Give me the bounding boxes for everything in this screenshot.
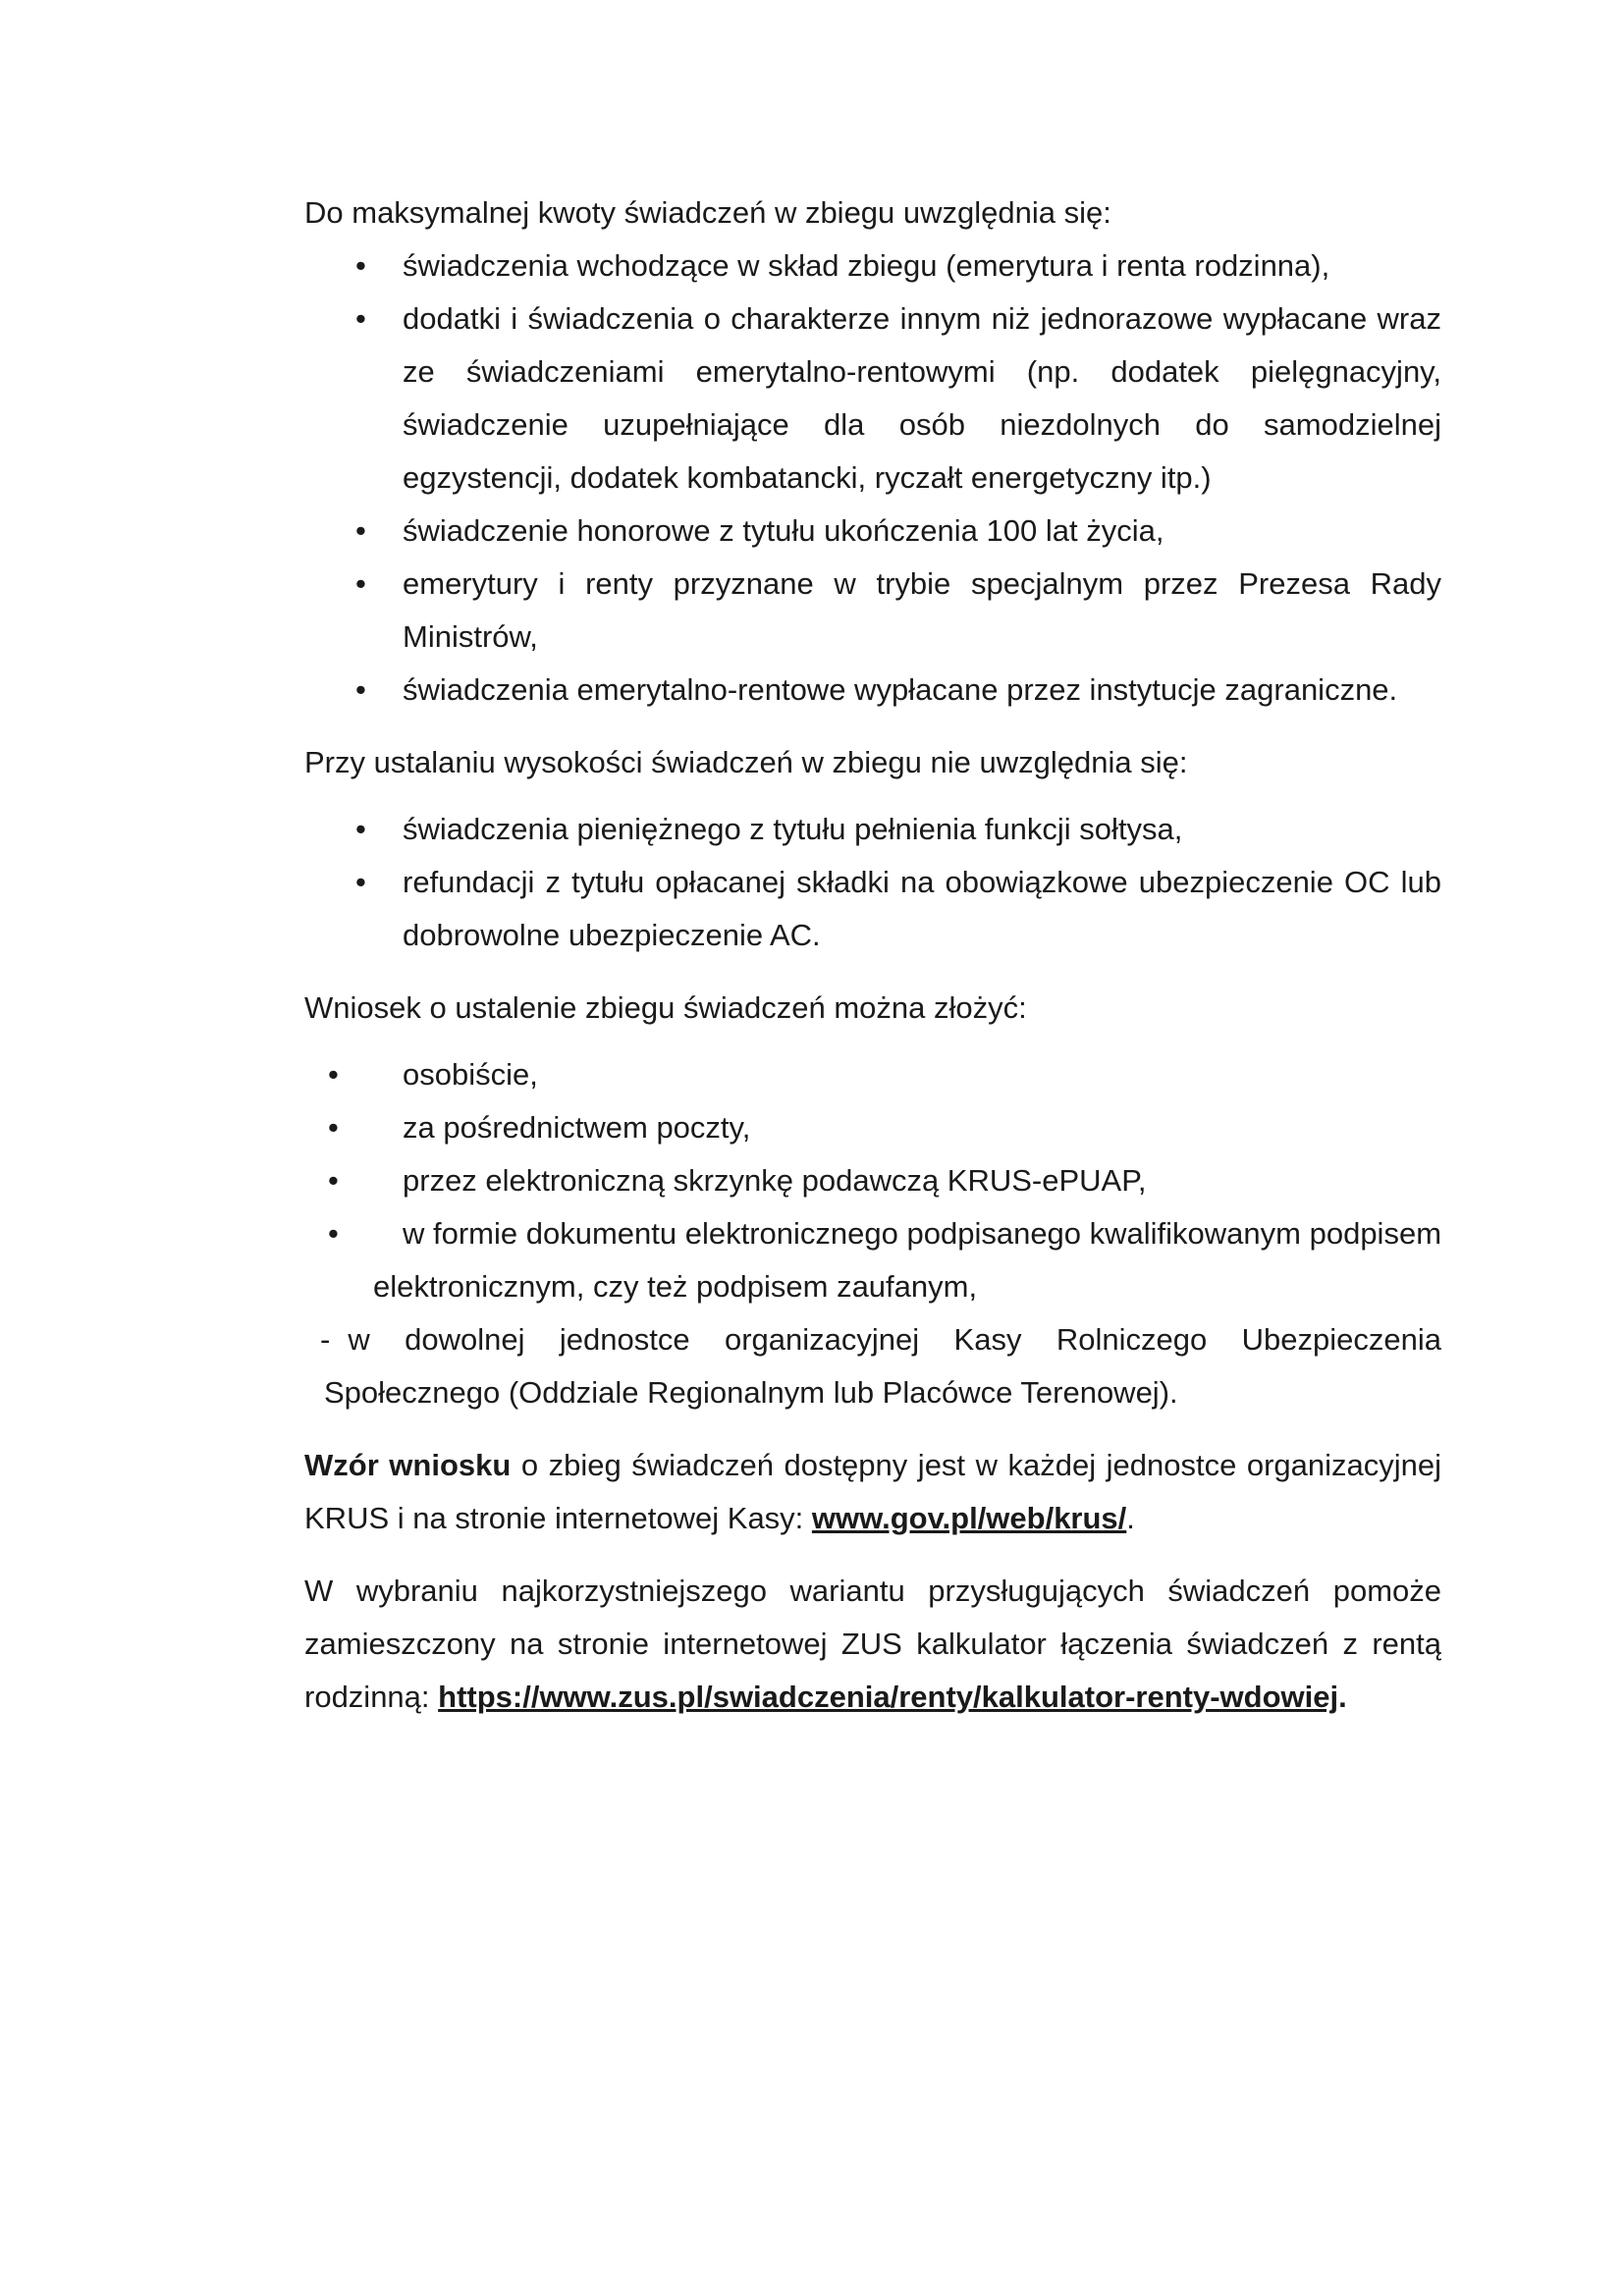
- list-item: • emerytury i renty przyznane w trybie specjalnym przez Prezesa Rady Ministrów,: [304, 558, 1441, 664]
- document-page: [304, 187, 1441, 1724]
- bullet-icon: •: [355, 513, 366, 548]
- intro-included: Do maksymalnej kwoty świadczeń w zbiegu uwzględnia się:: [304, 195, 1111, 230]
- zus-calculator-link[interactable]: https://www.zus.pl/swiadczenia/renty/kalkulator-renty-wdowiej: [438, 1680, 1339, 1714]
- application-methods-list: [304, 1048, 1441, 1313]
- bullet-icon: •: [328, 1110, 339, 1145]
- bullet-icon: •: [355, 865, 366, 899]
- form-availability-paragraph: Wzór wniosku o zbieg świadczeń dostępny jest w każdej jednostce organizacyjnej KRUS i na stronie internetowej Kasy: www.gov.pl/web/krus/.: [304, 1448, 1441, 1535]
- bullet-icon: •: [328, 1216, 339, 1251]
- bullet-icon: •: [328, 1057, 339, 1092]
- bullet-icon: •: [355, 566, 366, 601]
- list-item: • dodatki i świadczenia o charakterze innym niż jednorazowe wypłacane wraz ze świadczeniami emerytalno-rentowymi (np. dodatek pielęgnacyjny, świadczenie uzupełniające dla osób niezdolnych do samodzielnej egzystencji, dodatek kombatancki, ryczałt energetyczny itp.): [304, 293, 1441, 505]
- intro-excluded: Przy ustalaniu wysokości świadczeń w zbiegu nie uwzględnia się:: [304, 745, 1188, 779]
- list-item: • osobiście,: [304, 1048, 1441, 1101]
- bullet-icon: •: [355, 248, 366, 283]
- bullet-icon: •: [355, 301, 366, 336]
- list-item: • w formie dokumentu elektronicznego podpisanego kwalifikowanym podpisem elektronicznym, czy też podpisem zaufanym,: [304, 1207, 1441, 1313]
- list-item: • świadczenia emerytalno-rentowe wypłacane przez instytucje zagraniczne.: [304, 664, 1441, 717]
- list-item: • przez elektroniczną skrzynkę podawczą KRUS-ePUAP,: [304, 1154, 1441, 1207]
- dash-icon: -: [320, 1322, 331, 1357]
- list-item: • refundacji z tytułu opłacanej składki na obowiązkowe ubezpieczenie OC lub dobrowolne ubezpieczenie AC.: [304, 856, 1441, 962]
- krus-website-link[interactable]: www.gov.pl/web/krus/: [811, 1501, 1127, 1535]
- form-label: Wzór wniosku: [304, 1448, 512, 1482]
- bullet-icon: •: [328, 1163, 339, 1198]
- calculator-paragraph: W wybraniu najkorzystniejszego wariantu przysługujących świadczeń pomoże zamieszczony na stronie internetowej ZUS kalkulator łączenia świadczeń z rentą rodzinną: https://www.zus.pl/swiadczenia/renty/kalkulator-renty-wdowiej.: [304, 1574, 1441, 1714]
- intro-application: Wniosek o ustalenie zbiegu świadczeń można złożyć:: [304, 990, 1027, 1025]
- dash-item: - w dowolnej jednostce organizacyjnej Kasy Rolniczego Ubezpieczenia Społecznego (Oddziale Regionalnym lub Placówce Terenowej).: [320, 1322, 1441, 1410]
- list-item: • za pośrednictwem poczty,: [304, 1101, 1441, 1154]
- included-benefits-list: [304, 240, 1441, 717]
- list-item: • świadczenie honorowe z tytułu ukończenia 100 lat życia,: [304, 505, 1441, 558]
- excluded-benefits-list: [304, 803, 1441, 962]
- bullet-icon: •: [355, 672, 366, 707]
- list-item: • świadczenia wchodzące w skład zbiegu (emerytura i renta rodzinna),: [304, 240, 1441, 293]
- bullet-icon: •: [355, 812, 366, 846]
- list-item: • świadczenia pieniężnego z tytułu pełnienia funkcji sołtysa,: [304, 803, 1441, 856]
